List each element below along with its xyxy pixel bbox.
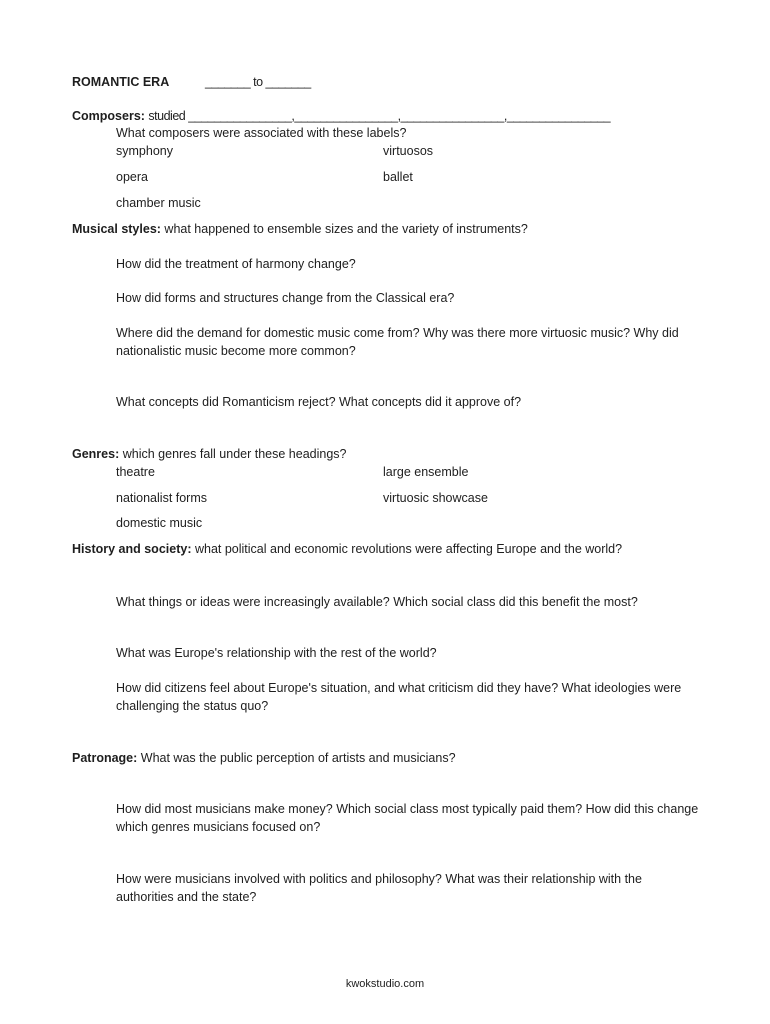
patronage-prompt: What was the public perception of artists and musicians? [140,751,456,765]
genre-label-nationalist: nationalist forms [116,491,208,505]
history-prompt: what political and economic revolutions were affecting Europe and the world? [194,542,623,556]
composer-label-symphony: symphony [116,144,173,158]
history-question-world: What was Europe's relationship with the rest of the world? [116,646,437,660]
patronage-question-politics-cont: authorities and the state? [116,890,257,904]
patronage-heading: Patronage: [72,751,138,765]
patronage-question-money: How did most musicians make money? Which social class most typically paid them? How did this change [116,802,699,816]
history-question-citizens: How did citizens feel about Europe's situation, and what criticism did they have? What ideologies were [116,681,682,695]
composers-question: What composers were associated with these labels? [116,126,407,140]
genres-heading: Genres: [72,447,120,461]
patronage-question-money-cont: which genres musicians focused on? [116,820,321,834]
musical-styles-section [72,221,528,238]
genre-label-large-ensemble: large ensemble [383,465,469,479]
styles-question-domestic-cont: nationalistic music become more common? [116,344,356,358]
genres-section [72,446,347,463]
composer-label-ballet: ballet [383,170,413,184]
date-range: _______ to _______ [205,75,311,89]
history-heading: History and society: [72,542,192,556]
composers-prompt: studied ________________,________________,________________,________________ [148,109,611,123]
genres-prompt: which genres fall under these headings? [122,447,347,461]
genre-label-virtuosic: virtuosic showcase [383,491,488,505]
styles-question-forms: How did forms and structures change from the Classical era? [116,291,455,305]
page-title: ROMANTIC ERA [72,75,170,89]
patronage-question-politics: How were musicians involved with politics and philosophy? What was their relationship with the [116,872,642,886]
patronage-section [72,750,456,767]
composers-section [72,108,610,125]
styles-question-harmony: How did the treatment of harmony change? [116,257,356,271]
footer-site: kwokstudio.com [345,978,425,990]
genre-label-domestic: domestic music [116,516,203,530]
history-question-citizens-cont: challenging the status quo? [116,699,269,713]
genre-label-theatre: theatre [116,465,155,479]
history-question-available: What things or ideas were increasingly available? Which social class did this benefit the most? [116,595,638,609]
musical-styles-heading: Musical styles: [72,222,161,236]
composer-label-opera: opera [116,170,148,184]
composers-heading: Composers: [72,109,145,123]
musical-styles-prompt: what happened to ensemble sizes and the variety of instruments? [164,222,528,236]
history-section [72,541,622,558]
styles-question-concepts: What concepts did Romanticism reject? What concepts did it approve of? [116,395,522,409]
styles-question-domestic: Where did the demand for domestic music come from? Why was there more virtuosic music? Why did [116,326,679,340]
composer-label-chamber: chamber music [116,196,201,210]
composer-label-virtuosos: virtuosos [383,144,434,158]
